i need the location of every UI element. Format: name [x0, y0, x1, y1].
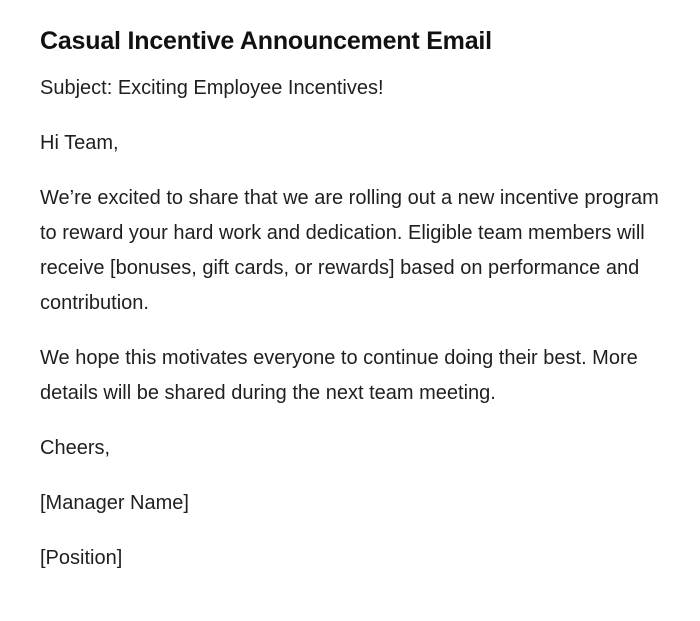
document-title: Casual Incentive Announcement Email	[40, 27, 492, 55]
email-greeting: Hi Team,	[40, 132, 119, 154]
email-closing: Cheers,	[40, 437, 111, 459]
email-subject: Subject: Exciting Employee Incentives!	[40, 77, 384, 99]
email-body-paragraph-1: We’re excited to share that we are rolling out a new incentive program to reward your hard work and dedication. Eligible team members will receive [bonuses, gift cards, or rewards] based on performance and contribution.	[40, 187, 659, 314]
signature-name: [Manager Name]	[40, 492, 189, 514]
signature-position: [Position]	[40, 547, 123, 569]
email-body-paragraph-2: We hope this motivates everyone to continue doing their best. More details will be shared during the next team meeting.	[40, 347, 638, 404]
